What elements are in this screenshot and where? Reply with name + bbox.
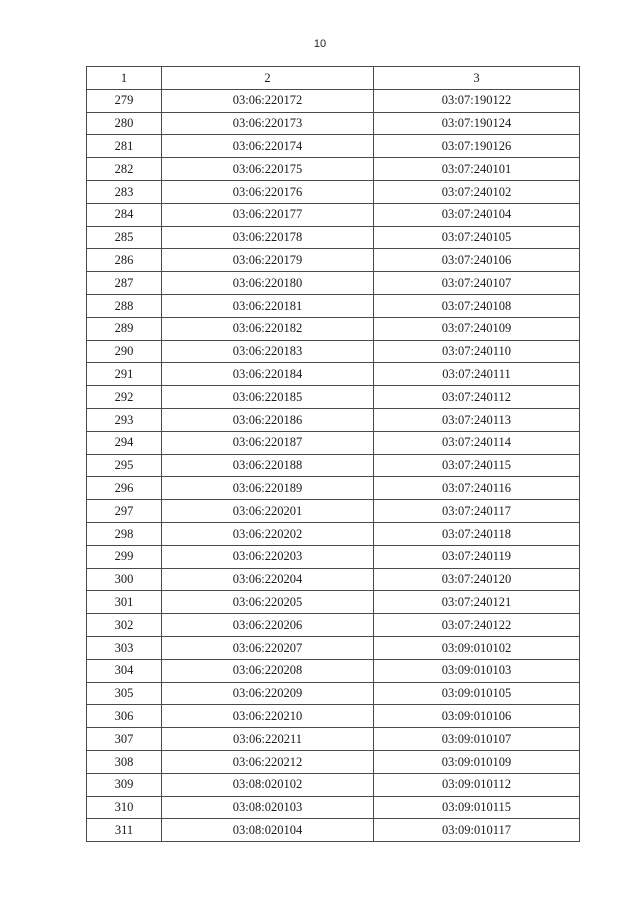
table-row — [87, 614, 580, 637]
code-cell-column-3: 03:07:240115 — [374, 454, 580, 477]
code-cell-column-3: 03:07:240106 — [374, 249, 580, 272]
table-row — [87, 89, 580, 112]
code-cell-column-2: 03:06:220210 — [162, 705, 374, 728]
code-cell-column-3: 03:07:240120 — [374, 568, 580, 591]
row-number-cell: 302 — [87, 614, 162, 637]
row-number-cell: 291 — [87, 363, 162, 386]
table-row — [87, 408, 580, 431]
table-row — [87, 659, 580, 682]
table-row — [87, 135, 580, 158]
code-cell-column-2: 03:06:220189 — [162, 477, 374, 500]
code-cell-column-2: 03:06:220208 — [162, 659, 374, 682]
code-cell-column-2: 03:06:220175 — [162, 158, 374, 181]
table-body — [87, 89, 580, 841]
code-cell-column-3: 03:07:240108 — [374, 294, 580, 317]
page-number: 10 — [313, 38, 327, 50]
table-row — [87, 226, 580, 249]
code-cell-column-2: 03:06:220184 — [162, 363, 374, 386]
table-row — [87, 112, 580, 135]
code-cell-column-2: 03:06:220187 — [162, 431, 374, 454]
table-row — [87, 500, 580, 523]
code-cell-column-2: 03:06:220172 — [162, 89, 374, 112]
code-cell-column-2: 03:06:220204 — [162, 568, 374, 591]
code-cell-column-2: 03:06:220182 — [162, 317, 374, 340]
code-cell-column-2: 03:06:220201 — [162, 500, 374, 523]
row-number-cell: 304 — [87, 659, 162, 682]
table-row — [87, 682, 580, 705]
code-cell-column-3: 03:09:010106 — [374, 705, 580, 728]
row-number-cell: 299 — [87, 545, 162, 568]
row-number-cell: 295 — [87, 454, 162, 477]
code-cell-column-2: 03:06:220188 — [162, 454, 374, 477]
table-row — [87, 591, 580, 614]
code-cell-column-3: 03:09:010117 — [374, 819, 580, 842]
code-cell-column-3: 03:07:240111 — [374, 363, 580, 386]
code-cell-column-3: 03:07:240118 — [374, 522, 580, 545]
row-number-cell: 286 — [87, 249, 162, 272]
code-cell-column-3: 03:07:240104 — [374, 203, 580, 226]
row-number-cell: 309 — [87, 773, 162, 796]
table-row — [87, 522, 580, 545]
table-row — [87, 773, 580, 796]
code-cell-column-2: 03:06:220211 — [162, 728, 374, 751]
row-number-cell: 279 — [87, 89, 162, 112]
code-cell-column-2: 03:06:220176 — [162, 180, 374, 203]
table-row — [87, 796, 580, 819]
row-number-cell: 290 — [87, 340, 162, 363]
row-number-cell: 311 — [87, 819, 162, 842]
table-row — [87, 158, 580, 181]
table-row — [87, 454, 580, 477]
table-row — [87, 203, 580, 226]
row-number-cell: 293 — [87, 408, 162, 431]
code-cell-column-3: 03:07:240105 — [374, 226, 580, 249]
code-cell-column-3: 03:09:010107 — [374, 728, 580, 751]
table-row — [87, 819, 580, 842]
row-number-cell: 287 — [87, 272, 162, 295]
code-cell-column-2: 03:06:220177 — [162, 203, 374, 226]
row-number-cell: 283 — [87, 180, 162, 203]
row-number-cell: 281 — [87, 135, 162, 158]
code-cell-column-2: 03:06:220181 — [162, 294, 374, 317]
code-cell-column-2: 03:06:220174 — [162, 135, 374, 158]
table-row — [87, 545, 580, 568]
table-row — [87, 317, 580, 340]
table-row — [87, 431, 580, 454]
table-row — [87, 705, 580, 728]
table-header — [87, 67, 580, 90]
row-number-cell: 298 — [87, 522, 162, 545]
row-number-cell: 294 — [87, 431, 162, 454]
header-row — [87, 67, 580, 90]
code-cell-column-2: 03:06:220206 — [162, 614, 374, 637]
row-number-cell: 284 — [87, 203, 162, 226]
codes-table — [86, 66, 580, 842]
table-row — [87, 340, 580, 363]
code-cell-column-3: 03:07:240122 — [374, 614, 580, 637]
code-cell-column-3: 03:07:240113 — [374, 408, 580, 431]
code-cell-column-2: 03:06:220212 — [162, 750, 374, 773]
code-cell-column-3: 03:09:010102 — [374, 636, 580, 659]
column-header-1: 1 — [87, 67, 162, 90]
column-header-2: 2 — [162, 67, 374, 90]
row-number-cell: 282 — [87, 158, 162, 181]
code-cell-column-3: 03:07:240114 — [374, 431, 580, 454]
row-number-cell: 307 — [87, 728, 162, 751]
row-number-cell: 285 — [87, 226, 162, 249]
row-number-cell: 289 — [87, 317, 162, 340]
code-cell-column-3: 03:07:240117 — [374, 500, 580, 523]
code-cell-column-3: 03:07:240101 — [374, 158, 580, 181]
row-number-cell: 292 — [87, 386, 162, 409]
code-cell-column-2: 03:06:220180 — [162, 272, 374, 295]
code-cell-column-2: 03:08:020104 — [162, 819, 374, 842]
row-number-cell: 303 — [87, 636, 162, 659]
code-cell-column-3: 03:07:240121 — [374, 591, 580, 614]
table-row — [87, 477, 580, 500]
table-row — [87, 249, 580, 272]
code-cell-column-2: 03:06:220203 — [162, 545, 374, 568]
code-cell-column-2: 03:06:220185 — [162, 386, 374, 409]
table-row — [87, 728, 580, 751]
code-cell-column-3: 03:07:240107 — [374, 272, 580, 295]
code-cell-column-2: 03:06:220173 — [162, 112, 374, 135]
table-row — [87, 568, 580, 591]
row-number-cell: 310 — [87, 796, 162, 819]
row-number-cell: 300 — [87, 568, 162, 591]
table-row — [87, 750, 580, 773]
code-cell-column-2: 03:06:220179 — [162, 249, 374, 272]
code-cell-column-3: 03:09:010105 — [374, 682, 580, 705]
code-cell-column-2: 03:06:220205 — [162, 591, 374, 614]
code-cell-column-3: 03:09:010109 — [374, 750, 580, 773]
row-number-cell: 306 — [87, 705, 162, 728]
row-number-cell: 305 — [87, 682, 162, 705]
code-cell-column-2: 03:06:220183 — [162, 340, 374, 363]
row-number-cell: 301 — [87, 591, 162, 614]
code-cell-column-3: 03:07:240112 — [374, 386, 580, 409]
code-cell-column-3: 03:07:240119 — [374, 545, 580, 568]
column-header-3: 3 — [374, 67, 580, 90]
code-cell-column-3: 03:07:240102 — [374, 180, 580, 203]
code-cell-column-3: 03:07:190124 — [374, 112, 580, 135]
table-row — [87, 272, 580, 295]
table-row — [87, 180, 580, 203]
table-row — [87, 386, 580, 409]
row-number-cell: 288 — [87, 294, 162, 317]
code-cell-column-3: 03:07:240116 — [374, 477, 580, 500]
code-cell-column-2: 03:08:020102 — [162, 773, 374, 796]
code-cell-column-2: 03:06:220209 — [162, 682, 374, 705]
code-cell-column-2: 03:06:220202 — [162, 522, 374, 545]
code-cell-column-2: 03:06:220178 — [162, 226, 374, 249]
row-number-cell: 297 — [87, 500, 162, 523]
code-cell-column-3: 03:09:010112 — [374, 773, 580, 796]
code-cell-column-3: 03:07:240110 — [374, 340, 580, 363]
code-cell-column-2: 03:06:220186 — [162, 408, 374, 431]
row-number-cell: 308 — [87, 750, 162, 773]
code-cell-column-3: 03:07:190126 — [374, 135, 580, 158]
code-cell-column-3: 03:07:190122 — [374, 89, 580, 112]
table-row — [87, 294, 580, 317]
table-row — [87, 363, 580, 386]
code-cell-column-3: 03:09:010115 — [374, 796, 580, 819]
row-number-cell: 280 — [87, 112, 162, 135]
code-cell-column-3: 03:09:010103 — [374, 659, 580, 682]
code-cell-column-3: 03:07:240109 — [374, 317, 580, 340]
table-row — [87, 636, 580, 659]
code-cell-column-2: 03:08:020103 — [162, 796, 374, 819]
code-cell-column-2: 03:06:220207 — [162, 636, 374, 659]
row-number-cell: 296 — [87, 477, 162, 500]
